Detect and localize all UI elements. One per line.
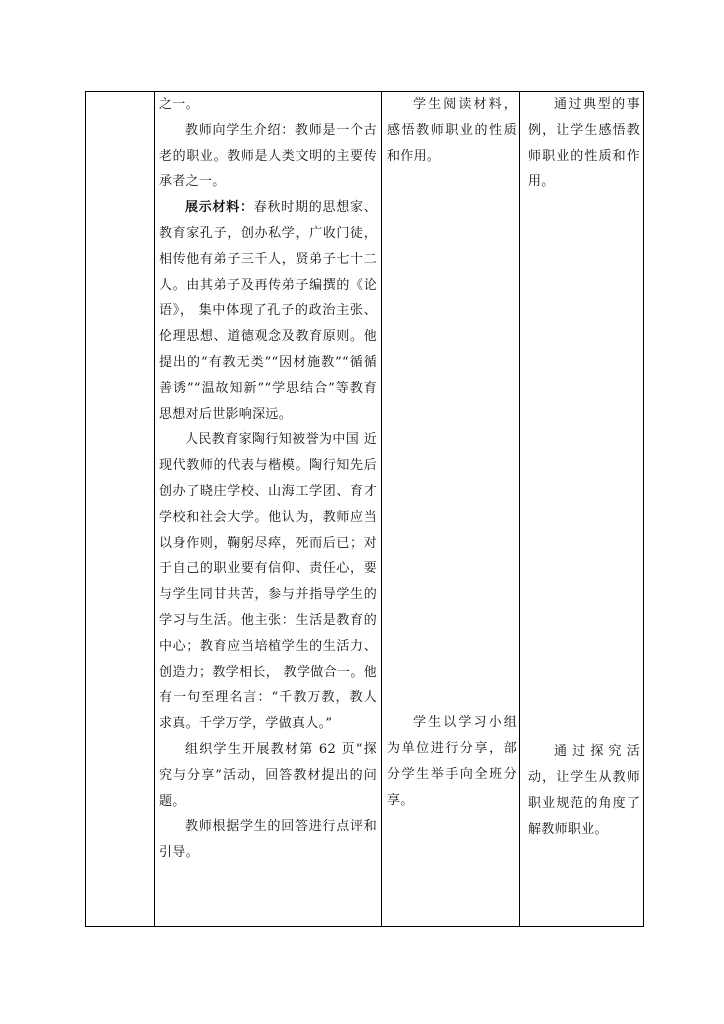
teacher-activity-cell	[155, 92, 382, 927]
content-paragraph-2	[159, 195, 377, 427]
student-activity-2: 学生以学习小组为单位进行分享，部分学生举手向全班分享。	[387, 715, 517, 808]
student-activity-cell	[382, 92, 520, 927]
material-label: 展示材料：	[185, 200, 254, 216]
design-intent-2: 通 过 探 究 活 动，让学生从教师职业规范的角度了解教师职业。	[528, 744, 640, 837]
content-paragraph-5: 教师根据学生的回答进行点评和引导。	[159, 819, 377, 861]
design-intent-1: 通过典型的事例，让学生感悟教师职业的性质和作用。	[528, 97, 640, 190]
spacer	[387, 169, 517, 710]
content-paragraph-4: 组织学生开展教材第 62 页“探究与分享”活动，回答教材提出的问题。	[159, 741, 377, 809]
table-row	[86, 92, 644, 927]
spacer	[528, 195, 640, 739]
design-intent-cell	[520, 92, 644, 927]
content-paragraph-1: 教师向学生介绍：教师是一个古老的职业。教师是人类文明的主要传承者之一。	[159, 122, 377, 190]
material-text: 春秋时期的思想家、教育家孔子，创办私学，广收门徒，相传他有弟子三千人，贤弟子七十二人。由其弟子及再传弟子编撰的《论语》， 集中体现了孔子的政治主张、伦理思想、道德观念及教育原则。他提出的“有教无类”“因材施教”“循循善诱”“温故知新”“学思结合”等教育思想对后世影响深远。	[159, 200, 377, 422]
content-paragraph-3: 人民教育家陶行知被誉为中国 近现代教师的代表与楷模。陶行知先后创办了晓庄学校、山海工学团、育才学校和社会大学。他认为，教师应当以身作则，鞠躬尽瘁，死而后已；对于自己的职业要有信仰、责任心，要与学生同甘共苦，参与并指导学生的学习与生活。他主张：生活是教育的中心；教育应当培植学生的生活力、创造力；教学相长， 教学做合一。他有一句至理名言：“千教万教，教人求真。千学万学，学做真人。”	[159, 432, 377, 732]
stage-cell	[86, 92, 155, 927]
student-activity-1: 学生阅读材料，感悟教师职业的性质和作用。	[387, 97, 517, 164]
lesson-plan-table	[85, 91, 644, 927]
content-paragraph-0: 之一。	[159, 97, 199, 112]
